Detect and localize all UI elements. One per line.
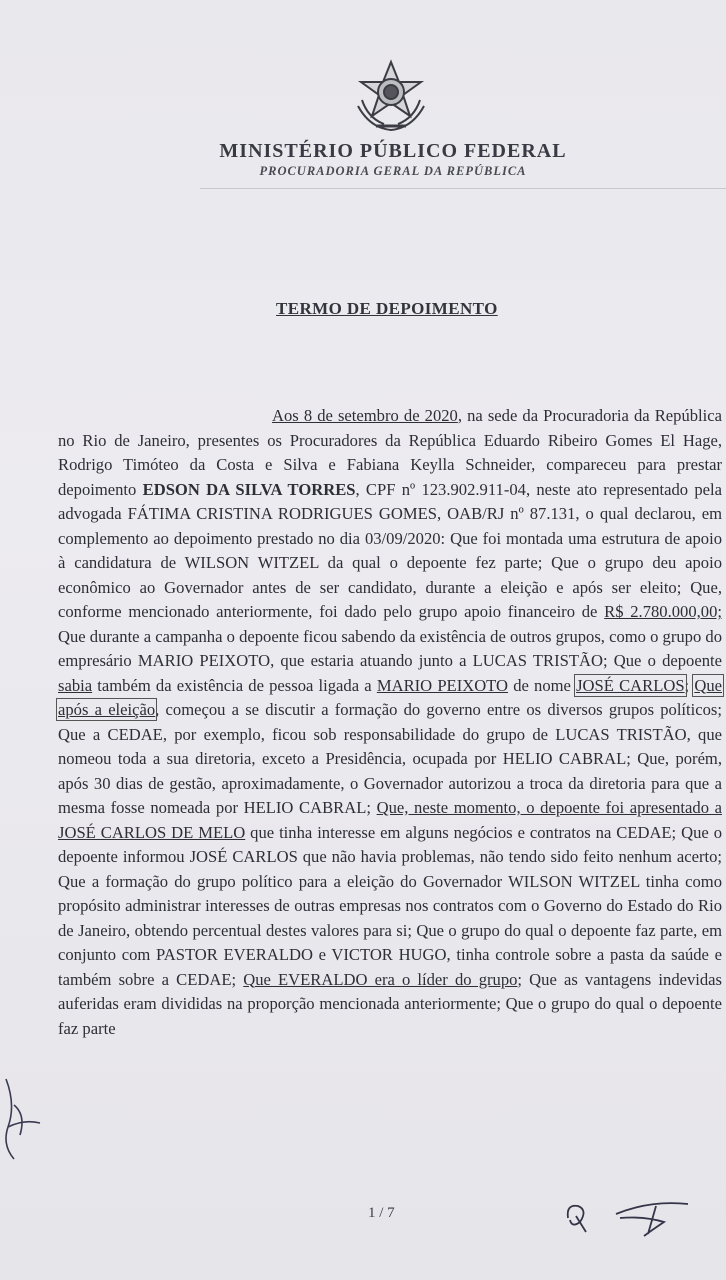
coat-of-arms-emblem <box>348 58 434 136</box>
document-title: TERMO DE DEPOIMENTO <box>276 299 498 318</box>
sabia-highlight: sabia <box>58 675 93 695</box>
deposition-text: Aos 8 de setembro de 2020, na sede da Procuradoria da República no Rio de Janeiro, presentes os Procuradores da República Eduardo Ribeiro Gomes El Hage, Rodrigo Timóteo da Costa e Silva e Fabiana Keylla Schneider, compareceu para prestar depoimento EDSON DA SILVA TORRES, CPF nº 123.902.911-04, neste ato representado pela advogada FÁTIMA CRISTINA RODRIGUES GOMES, OAB/RJ nº 87.131, o qual declarou, em complemento ao depoimento prestado no dia 03/09/2020: Que foi montada uma estrutura de apoio à candidatura de WILSON WITZEL da qual o depoente fez parte; Que o grupo deu apoio econômico ao Governador antes de ser candidato, durante a eleição e após ser eleito; Que, conforme mencionado anteriormente, foi dado pelo grupo apoio financeiro de R$ 2.780.000,00; Que durante a campanha o depoente ficou sabendo da existência de outros grupos, como o grupo do empresário MARIO PEIXOTO, que estaria atuando junto a LUCAS TRISTÃO; Que o depoente sabia também da existência de pessoa ligada a MARIO PEIXOTO de nome JOSÉ CARLOS; Que após a eleição, começou a se discutir a formação do governo entre os diversos grupos políticos; Que a CEDAE, por exemplo, ficou sob responsabilidade do grupo de LUCAS TRISTÃO, que nomeou toda a sua diretoria, exceto a Presidência, ocupada por HELIO CABRAL; Que, porém, após 30 dias de gestão, aproximadamente, o Governador autorizou a troca da diretoria para que a mesma fosse nomeada por HELIO CABRAL; Que, neste momento, o depoente foi apresentado a JOSÉ CARLOS DE MELO que tinha interesse em alguns negócios e contratos na CEDAE; Que o depoente informou JOSÉ CARLOS que não havia problemas, não tendo sido feito nenhum acerto; Que a formação do grupo político para a eleição do Governador WILSON WITZEL tinha como propósito administrar interesses de outras empresas nos contratos com o Governo do Estado do Rio de Janeiro, obtendo percentual destes valores para si; Que o grupo do qual o depoente faz parte, em conjunto com PASTOR EVERALDO e VICTOR HUGO, tinha controle sobre a pasta da saúde e também sobre a CEDAE; Que EVERALDO era o líder do grupo; Que as vantagens indevidas auferidas eram divididas na proporção mencionada anteriormente; Que o grupo do qual o depoente faz parte <box>58 406 723 1038</box>
jose-carlos-box: JOSÉ CARLOS <box>576 675 685 695</box>
mario-peixoto-highlight: MARIO PEIXOTO <box>376 675 509 695</box>
page-number: 1 / 7 <box>368 1205 395 1221</box>
header-divider <box>200 188 726 189</box>
deponent-name: EDSON DA SILVA TORRES <box>142 479 356 499</box>
everaldo-leader-highlight: Que EVERALDO era o líder do grupo <box>243 969 518 989</box>
procuradoria-subheading: PROCURADORIA GERAL DA REPÚBLICA <box>259 164 527 178</box>
amount-highlight: R$ 2.780.000,00; <box>604 602 722 621</box>
ministry-heading: MINISTÉRIO PÚBLICO FEDERAL <box>219 140 567 162</box>
date-phrase: Aos 8 de setembro de 2020 <box>272 406 458 425</box>
initials-signature <box>560 1196 700 1240</box>
presented-highlight: Que, neste momento, o depoente foi apresentado a JOSÉ CARLOS DE MELO <box>58 798 722 842</box>
after-election-box: Que após a eleição <box>58 675 722 719</box>
margin-signature-mark <box>0 1075 48 1165</box>
